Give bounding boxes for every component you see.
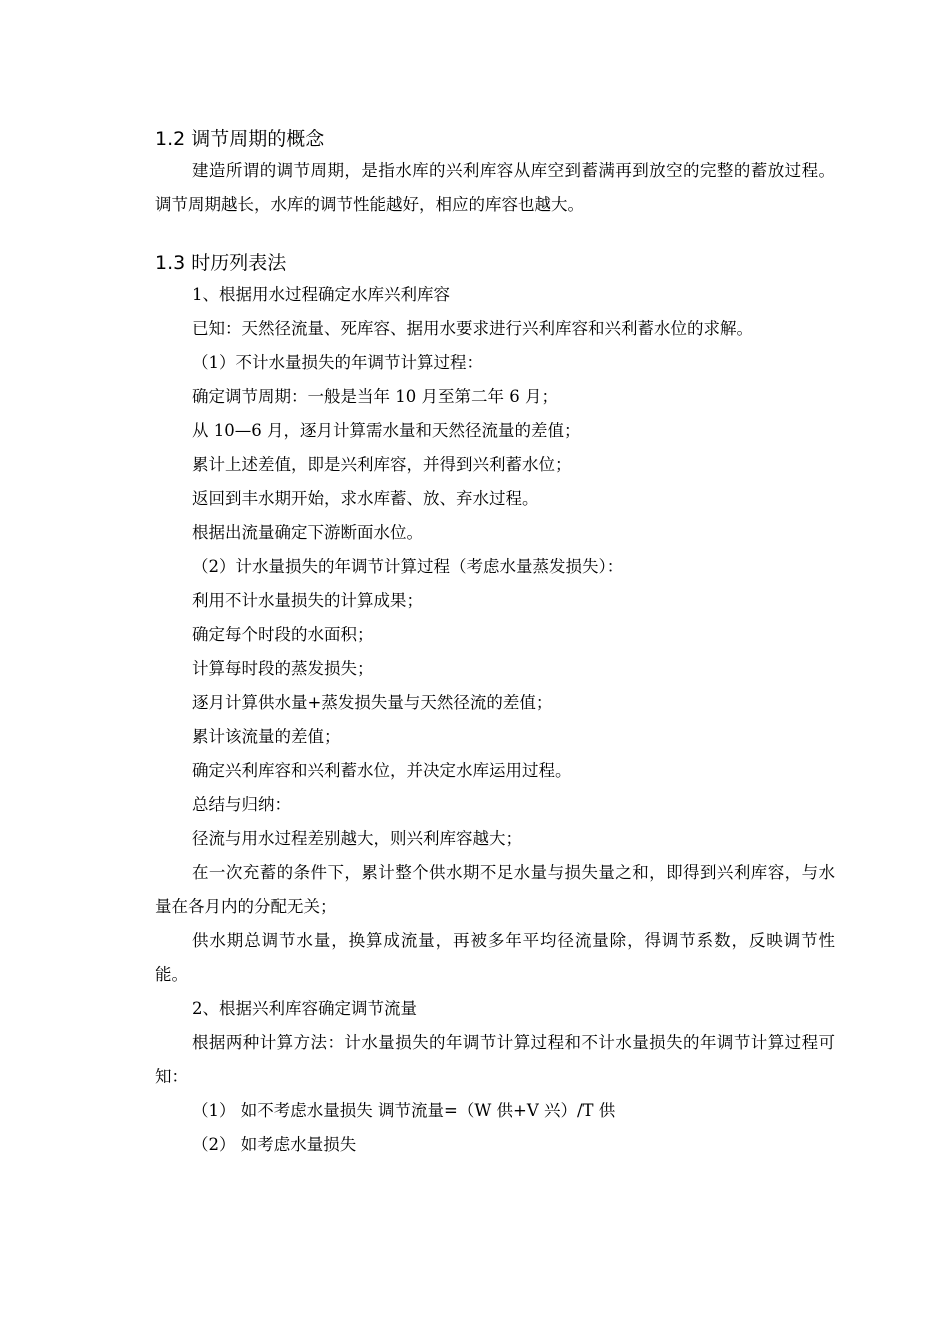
step-downstream-level: 根据出流量确定下游断面水位。: [192, 523, 423, 542]
paragraph-adjustment-period: 建造所谓的调节周期，是指水库的兴利库容从库空到蓄满再到放空的完整的蓄放过程。调节周期越长，水库的调节性能越好，相应的库容也越大。: [155, 161, 835, 214]
document-page: [155, 120, 835, 1162]
step-decide-operation: 确定兴利库容和兴利蓄水位，并决定水库运用过程。: [192, 761, 572, 780]
step-evaporation-loss: 计算每时段的蒸发损失；: [192, 659, 374, 678]
subitem-with-loss-process: （2）计水量损失的年调节计算过程（考虑水量蒸发损失）：: [192, 557, 624, 576]
section-heading-1-2: 1.2 调节周期的概念: [155, 128, 325, 150]
step-return-wet-season: 返回到丰水期开始，求水库蓄、放、弃水过程。: [192, 489, 539, 508]
summary-point-1: 径流与用水过程差别越大，则兴利库容越大；: [192, 829, 522, 848]
step-cumulative-difference: 累计上述差值，即是兴利库容，并得到兴利蓄水位；: [192, 455, 572, 474]
summary-point-2: 在一次充蓄的条件下，累计整个供水期不足水量与损失量之和，即得到兴利库容，与水量在各月内的分配无关；: [155, 863, 835, 916]
step-use-results: 利用不计水量损失的计算成果；: [192, 591, 423, 610]
step-water-area: 确定每个时段的水面积；: [192, 625, 374, 644]
subheading-determine-storage: 1、根据用水过程确定水库兴利库容: [192, 285, 450, 304]
subitem-no-loss-process: （1）不计水量损失的年调节计算过程：: [192, 353, 483, 372]
summary-label: 总结与归纳：: [192, 795, 291, 814]
section-heading-1-3: 1.3 时历列表法: [155, 252, 287, 274]
step-monthly-difference: 从 10—6 月，逐月计算需水量和天然径流量的差值；: [192, 421, 581, 440]
step-supply-difference: 逐月计算供水量+蒸发损失量与天然径流的差值；: [192, 693, 553, 712]
step-determine-period: 确定调节周期：一般是当年 10 月至第二年 6 月；: [192, 387, 558, 406]
paragraph-known-conditions: 已知：天然径流量、死库容、据用水要求进行兴利库容和兴利蓄水位的求解。: [192, 319, 753, 338]
subheading-determine-flow: 2、根据兴利库容确定调节流量: [192, 999, 417, 1018]
paragraph-two-methods: 根据两种计算方法：计水量损失的年调节计算过程和不计水量损失的年调节计算过程可知：: [155, 1033, 835, 1086]
formula-with-loss: （2） 如考虑水量损失: [192, 1135, 357, 1154]
formula-no-loss: （1） 如不考虑水量损失 调节流量=（W 供+V 兴）/T 供: [192, 1101, 616, 1120]
summary-point-3: 供水期总调节水量，换算成流量，再被多年平均径流量除，得调节系数，反映调节性能。: [155, 931, 835, 984]
step-cumulative-flow: 累计该流量的差值；: [192, 727, 341, 746]
